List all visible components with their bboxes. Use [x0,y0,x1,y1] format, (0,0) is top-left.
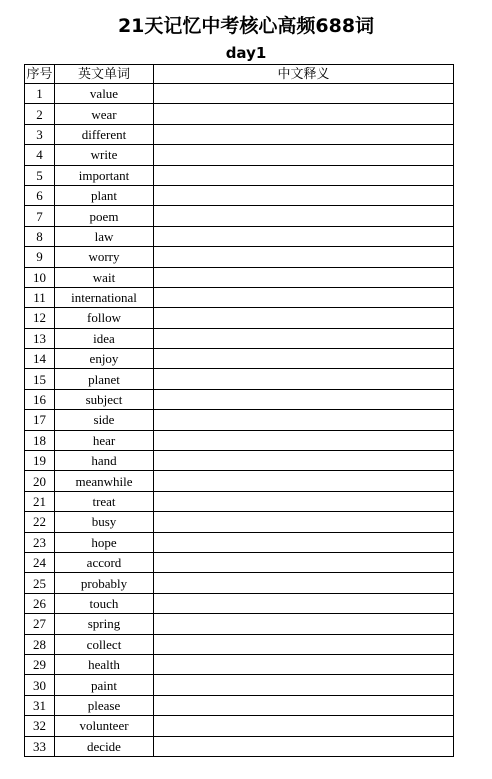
row-word: spring [55,614,154,634]
row-word: treat [55,491,154,511]
document-title: 21天记忆中考核心高频688词 [117,15,375,37]
row-number: 7 [25,206,55,226]
row-word: paint [55,675,154,695]
row-meaning [154,451,454,471]
row-word: different [55,124,154,144]
row-meaning [154,471,454,491]
row-number: 30 [25,675,55,695]
table-row [25,267,454,287]
row-meaning [154,349,454,369]
row-word: international [55,287,154,307]
row-meaning [154,573,454,593]
row-word: value [55,84,154,104]
table-row [25,675,454,695]
row-word: wear [55,104,154,124]
row-number: 23 [25,532,55,552]
row-word: worry [55,247,154,267]
row-word: touch [55,593,154,613]
row-meaning [154,695,454,715]
row-meaning [154,675,454,695]
row-word: follow [55,308,154,328]
table-row [25,84,454,104]
table-row [25,145,454,165]
table-row [25,716,454,736]
table-body [25,84,454,757]
row-number: 16 [25,389,55,409]
vocabulary-table [24,64,454,757]
row-word: law [55,226,154,246]
row-word: hope [55,532,154,552]
row-word: volunteer [55,716,154,736]
row-number: 33 [25,736,55,756]
row-number: 20 [25,471,55,491]
table-row [25,532,454,552]
row-number: 12 [25,308,55,328]
row-word: subject [55,389,154,409]
row-meaning [154,532,454,552]
row-number: 32 [25,716,55,736]
table-row [25,349,454,369]
header-number: 序号 [26,66,53,82]
table-row [25,614,454,634]
row-number: 2 [25,104,55,124]
row-number: 9 [25,247,55,267]
table-row [25,593,454,613]
row-meaning [154,389,454,409]
row-meaning [154,614,454,634]
table-row [25,206,454,226]
row-number: 1 [25,84,55,104]
row-number: 8 [25,226,55,246]
row-meaning [154,287,454,307]
row-meaning [154,716,454,736]
row-word: poem [55,206,154,226]
row-number: 29 [25,654,55,674]
row-meaning [154,512,454,532]
row-meaning [154,593,454,613]
table-row [25,430,454,450]
table-row [25,634,454,654]
row-meaning [154,124,454,144]
row-word: hear [55,430,154,450]
row-number: 31 [25,695,55,715]
row-word: write [55,145,154,165]
table-row [25,491,454,511]
row-number: 24 [25,552,55,572]
row-number: 21 [25,491,55,511]
document-subtitle: day1 [225,44,267,62]
row-number: 10 [25,267,55,287]
table-header-row [25,65,454,84]
row-word: hand [55,451,154,471]
row-number: 17 [25,410,55,430]
row-meaning [154,145,454,165]
row-number: 11 [25,287,55,307]
row-word: wait [55,267,154,287]
row-meaning [154,226,454,246]
row-number: 15 [25,369,55,389]
row-meaning [154,308,454,328]
row-word: plant [55,185,154,205]
row-number: 25 [25,573,55,593]
table-row [25,736,454,756]
row-word: enjoy [55,349,154,369]
row-word: collect [55,634,154,654]
table-row [25,308,454,328]
row-number: 28 [25,634,55,654]
row-word: idea [55,328,154,348]
row-word: side [55,410,154,430]
table-row [25,410,454,430]
header-word: 英文单词 [55,65,154,84]
row-meaning [154,736,454,756]
row-meaning [154,165,454,185]
row-number: 6 [25,185,55,205]
header-meaning: 中文释义 [154,65,454,84]
row-meaning [154,206,454,226]
table-row [25,185,454,205]
row-number: 19 [25,451,55,471]
table-row [25,287,454,307]
row-meaning [154,84,454,104]
row-meaning [154,104,454,124]
row-number: 14 [25,349,55,369]
table-row [25,451,454,471]
table-row [25,104,454,124]
row-meaning [154,654,454,674]
table-row [25,471,454,491]
row-word: planet [55,369,154,389]
table-row [25,247,454,267]
row-word: decide [55,736,154,756]
row-meaning [154,634,454,654]
row-word: probably [55,573,154,593]
table-row [25,226,454,246]
row-meaning [154,328,454,348]
row-meaning [154,185,454,205]
row-meaning [154,369,454,389]
table-row [25,369,454,389]
row-number: 5 [25,165,55,185]
row-word: accord [55,552,154,572]
row-word: please [55,695,154,715]
row-word: busy [55,512,154,532]
table-row [25,165,454,185]
row-number: 13 [25,328,55,348]
table-row [25,512,454,532]
row-word: health [55,654,154,674]
row-meaning [154,410,454,430]
table-row [25,389,454,409]
row-meaning [154,267,454,287]
row-meaning [154,491,454,511]
row-meaning [154,247,454,267]
row-number: 3 [25,124,55,144]
row-word: important [55,165,154,185]
row-word: meanwhile [55,471,154,491]
row-meaning [154,552,454,572]
table-row [25,695,454,715]
row-number: 27 [25,614,55,634]
row-number: 22 [25,512,55,532]
table-row [25,124,454,144]
row-number: 18 [25,430,55,450]
table-row [25,328,454,348]
table-row [25,552,454,572]
row-meaning [154,430,454,450]
row-number: 26 [25,593,55,613]
table-row [25,573,454,593]
row-number: 4 [25,145,55,165]
table-row [25,654,454,674]
